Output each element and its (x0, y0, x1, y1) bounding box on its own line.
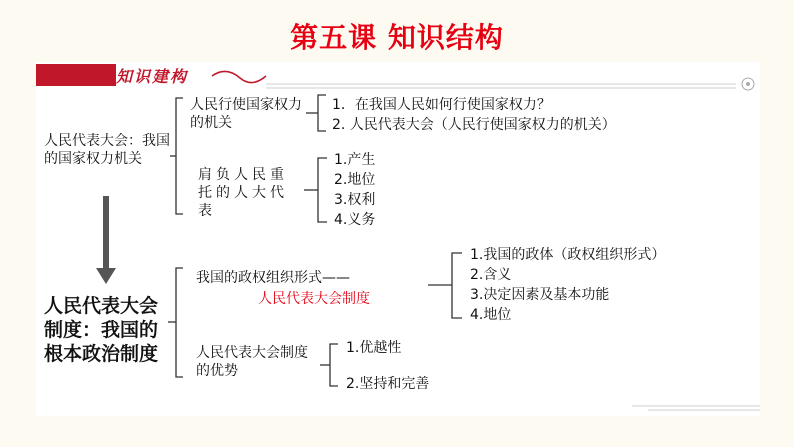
banner-title: 知识建构 (116, 67, 189, 86)
bottom-branch1-label: 我国的政权组织形式—— (196, 270, 350, 286)
top-branch2-item-2: 2.地位 (334, 172, 376, 188)
bottom-branch1-item-1: 1.我国的政体（政权组织形式） (470, 247, 666, 263)
top-branch1-label: 人民行使国家权力的机关 (190, 97, 302, 131)
bottom-branch1-item-3: 3.决定因素及基本功能 (470, 287, 610, 303)
page-title: 第五课 知识结构 (290, 21, 504, 54)
bottom-branch2-item-1: 1.优越性 (346, 340, 402, 356)
bottom-branch2-item-2: 2.坚持和完善 (346, 376, 430, 392)
bottom-branch1-item-2: 2.含义 (470, 267, 512, 283)
bottom-main-label: 人民代表大会制度：我国的根本政治制度 (44, 295, 159, 365)
bottom-branch1-label-red: 人民代表大会制度 (258, 291, 370, 307)
top-branch2-item-1: 1.产生 (334, 152, 376, 168)
down-arrow (96, 196, 116, 284)
top-branch1-item-1: 1．在我国人民如何行使国家权力？ (332, 97, 551, 113)
bottom-branch2-label: 人民代表大会制度的优势 (196, 345, 308, 379)
bottom-branch1-item-4: 4.地位 (470, 307, 512, 323)
top-branch2-item-3: 3.权利 (334, 192, 376, 208)
top-main-label: 人民代表大会：我国的国家权力机关 (44, 133, 170, 167)
top-branch1-item-2: 2. 人民代表大会（人民行使国家权力的机关） (332, 117, 616, 133)
top-branch2-label: 肩负人民重托的人大代表 (198, 167, 288, 219)
top-branch2-item-4: 4.义务 (334, 212, 376, 228)
